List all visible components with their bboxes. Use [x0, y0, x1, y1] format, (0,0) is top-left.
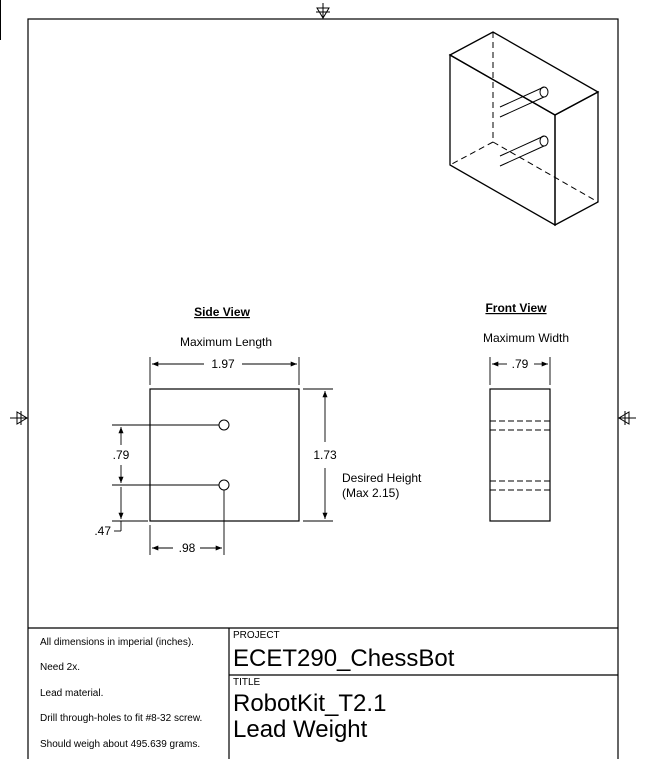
note-quantity: Need 2x.	[40, 662, 81, 673]
note-weight: Should weigh about 495.639 grams.	[40, 739, 201, 750]
center-mark-left	[10, 411, 28, 425]
front-view-hidden-holes	[490, 421, 550, 490]
iso-hole-lower	[500, 136, 548, 166]
height-caption-line1: Desired Height	[342, 471, 422, 485]
side-view-hole-upper	[219, 420, 229, 430]
center-mark-top	[316, 3, 330, 19]
dim-hole-spacing-value: .79	[112, 448, 130, 462]
dim-hole-offset-bottom	[112, 487, 148, 531]
title-label: TITLE	[233, 677, 261, 688]
dim-hole-offset-left-value: .98	[178, 541, 196, 555]
iso-top-face	[450, 32, 598, 115]
isometric-view	[450, 32, 598, 225]
dim-height-value: 1.73	[313, 448, 337, 462]
title-line1: RobotKit_T2.1	[233, 690, 387, 717]
iso-hole-upper	[500, 87, 548, 117]
center-mark-right	[618, 411, 636, 425]
iso-hidden-lines	[450, 32, 598, 202]
iso-side-face	[555, 92, 598, 225]
project-value: ECET290_ChessBot	[233, 645, 455, 672]
front-view-title: Front View	[485, 301, 547, 315]
front-view-outline	[490, 389, 550, 521]
side-view-hole-lower	[219, 480, 229, 490]
note-units: All dimensions in imperial (inches).	[40, 637, 194, 648]
side-view-title: Side View	[194, 305, 250, 319]
front-view-width-label: Maximum Width	[482, 331, 570, 345]
dim-width-value: .79	[511, 357, 529, 371]
note-material: Lead material.	[40, 688, 104, 699]
side-view-outline	[150, 389, 299, 521]
note-drill: Drill through-holes to fit #8-32 screw.	[40, 713, 203, 724]
front-view	[483, 301, 569, 521]
side-view	[94, 305, 422, 555]
side-view-length-label: Maximum Length	[179, 335, 273, 349]
project-label: PROJECT	[233, 630, 280, 641]
dim-length-value: 1.97	[211, 357, 235, 371]
height-caption-line2: (Max 2.15)	[342, 486, 400, 500]
title-line2: Lead Weight	[233, 716, 368, 743]
dim-hole-offset-bottom-value: .47	[94, 524, 111, 538]
iso-front-face	[450, 55, 555, 225]
